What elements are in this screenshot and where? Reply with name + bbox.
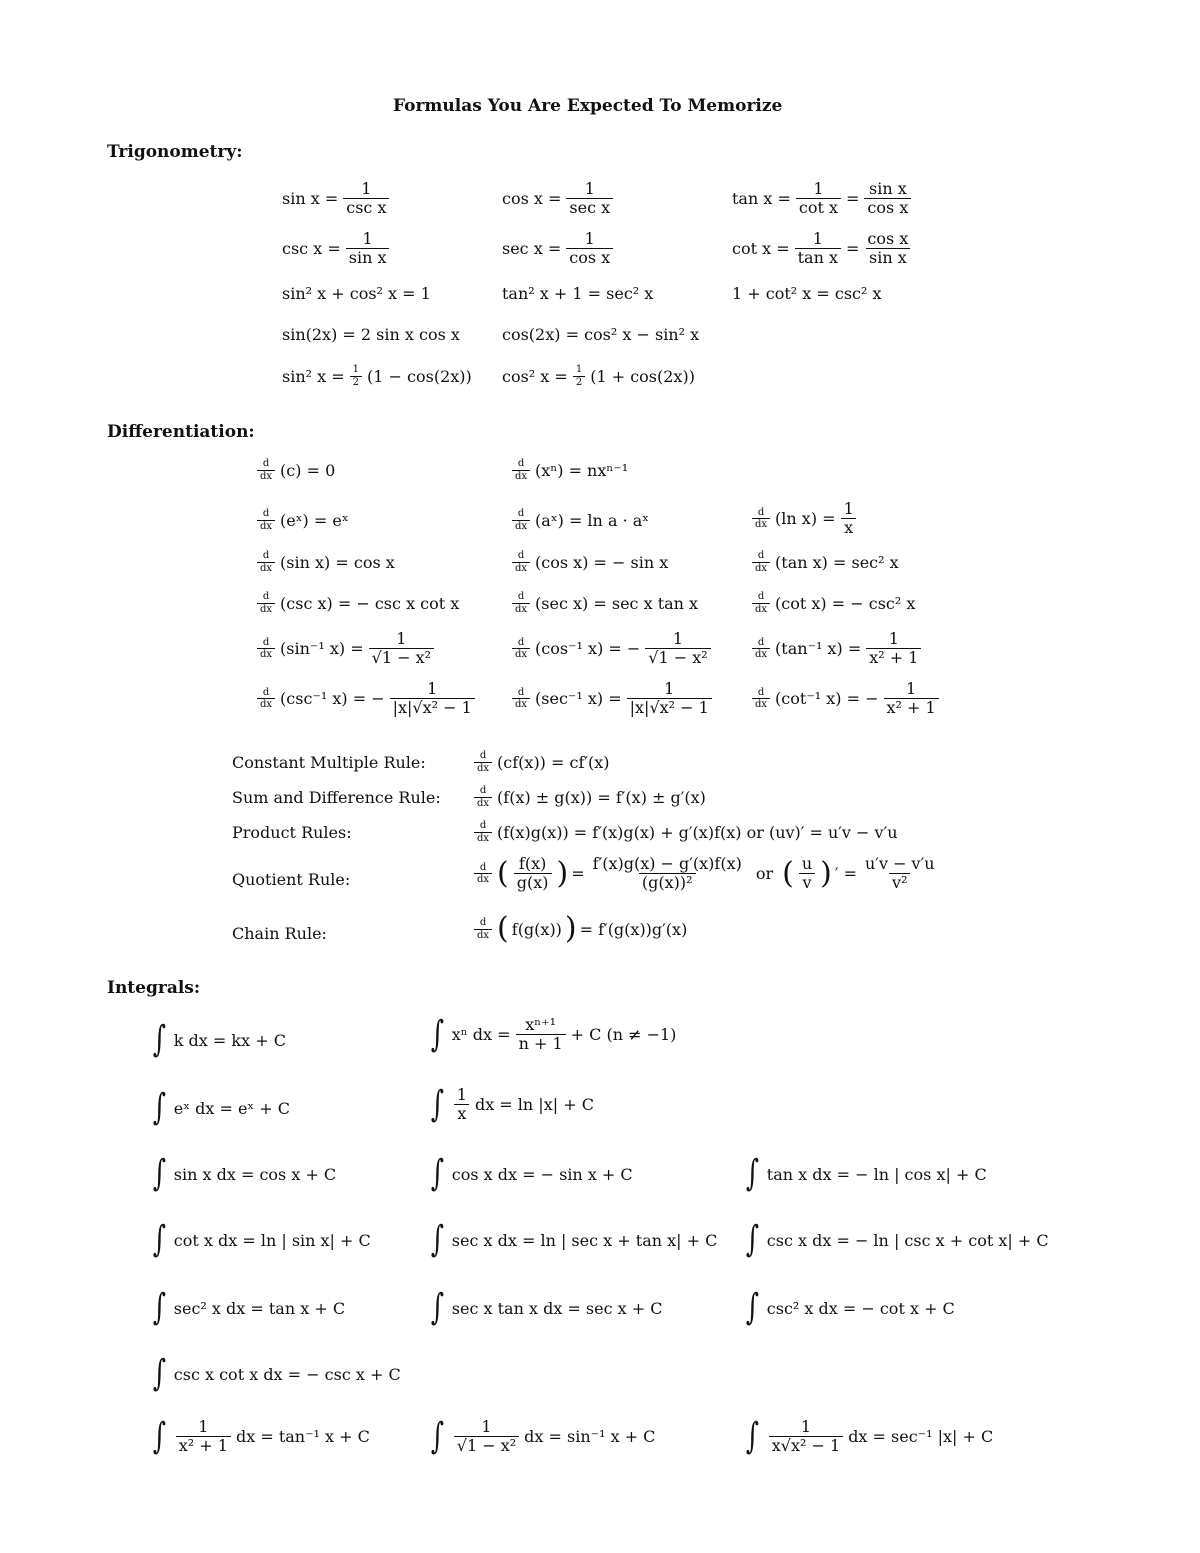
denominator: dx (257, 648, 275, 661)
formula-lhs: csc x = (282, 239, 341, 259)
formula-body: (cf(x)) = cf′(x) (497, 752, 610, 772)
left-paren: ( (497, 855, 509, 891)
formula-cos-reciprocal (502, 180, 615, 218)
deriv-exp (255, 508, 349, 532)
ddx-operator (257, 591, 275, 615)
ddx-operator (752, 507, 770, 531)
denominator: √1 − x² (645, 648, 710, 667)
numerator: d (479, 785, 487, 796)
formula-double-angle-cos: cos(2x) = cos² x − sin² x (502, 325, 700, 344)
formula-body: tan x dx = − ln | cos x| + C (766, 1164, 987, 1184)
integral-csc (743, 1219, 1049, 1260)
fraction (514, 855, 552, 893)
numerator: d (757, 591, 765, 602)
numerator: f(x) (518, 854, 547, 873)
ddx-operator (474, 862, 492, 886)
numerator: cos x (867, 229, 909, 248)
denominator: g(x) (514, 873, 552, 892)
denominator: dx (257, 520, 275, 533)
fraction (769, 1418, 843, 1456)
formula-body: (cos⁻¹ x) = − (535, 639, 641, 659)
numerator: 1 (427, 679, 438, 698)
numerator: d (479, 917, 487, 928)
formula-body: (f(x)g(x)) = f′(x)g(x) + g′(x)f(x) or (uv)′ = u′v − v′u (497, 822, 898, 842)
formula-body: (f(x) ± g(x)) = f′(x) ± g′(x) (497, 787, 706, 807)
denominator: v² (889, 873, 910, 892)
denominator: cos x (566, 248, 613, 267)
formula-body: (sin x) = cos x (280, 552, 395, 572)
numerator: d (757, 636, 765, 648)
fraction (799, 855, 815, 893)
formula-body: eˣ dx = eˣ + C (173, 1098, 291, 1118)
left-paren: ( (497, 911, 509, 946)
equals-sign: = (846, 189, 860, 209)
formula-body: sec x dx = ln | sec x + tan x| + C (451, 1230, 718, 1250)
formula-pythagorean-3: 1 + cot² x = csc² x (732, 284, 882, 303)
numerator: 1 (800, 1417, 812, 1436)
denominator: x (454, 1104, 469, 1123)
formula-body: dx = tan⁻¹ x + C (235, 1427, 370, 1447)
ddx-operator (474, 820, 492, 844)
denominator: dx (474, 929, 492, 942)
denominator: sin x (866, 248, 910, 267)
denominator: dx (512, 470, 530, 483)
integral-csc-cot (150, 1353, 401, 1394)
formula-body: (tan x) = sec² x (775, 552, 899, 572)
numerator: 1 (906, 679, 917, 698)
fraction (864, 230, 911, 268)
integral-sign: ∫ (430, 1287, 444, 1328)
denominator: v (799, 873, 814, 892)
fraction (566, 180, 613, 218)
formula-sin-reciprocal (282, 180, 391, 218)
integral-tan (743, 1153, 987, 1194)
section-heading-trigonometry: Trigonometry: (107, 142, 243, 162)
ddx-operator (512, 550, 530, 574)
fraction (864, 180, 911, 218)
numerator: u′v − v′u (865, 854, 935, 873)
rule-product (472, 820, 898, 844)
deriv-arcsec (510, 680, 714, 718)
integral-sin (150, 1153, 337, 1194)
formula-body: (sec x) = sec x tan x (535, 593, 699, 613)
denominator: x² + 1 (866, 648, 921, 667)
numerator: d (517, 550, 525, 561)
deriv-arcsin (255, 630, 436, 668)
integral-sign: ∫ (152, 1287, 166, 1328)
formula-rhs: (1 + cos(2x)) (590, 366, 695, 386)
denominator: x√x² − 1 (769, 1436, 843, 1455)
formula-body: dx = sin⁻¹ x + C (524, 1427, 656, 1447)
denominator: dx (474, 762, 492, 775)
numerator: d (262, 550, 270, 561)
denominator: √1 − x² (454, 1436, 519, 1455)
formula-body: (sec⁻¹ x) = (535, 689, 622, 709)
deriv-cot (750, 591, 915, 615)
integral-reciprocal (428, 1083, 594, 1125)
left-paren: ( (782, 855, 794, 891)
formula-body: xⁿ dx = (451, 1025, 511, 1045)
formula-csc-reciprocal (282, 230, 391, 268)
fraction (590, 855, 745, 893)
denominator: x² + 1 (884, 698, 939, 717)
formula-lhs: cos x = (502, 189, 562, 209)
rule-constant-multiple (472, 750, 610, 774)
numerator: 1 (396, 629, 407, 648)
formula-body: (c) = 0 (280, 460, 336, 480)
integral-sign: ∫ (152, 1153, 166, 1194)
formula-lhs: sin² x = (282, 366, 345, 386)
denominator: n + 1 (516, 1034, 566, 1053)
numerator: 1 (888, 629, 899, 648)
numerator: d (479, 750, 487, 761)
page-title: Formulas You Are Expected To Memorize (393, 96, 783, 116)
numerator: 1 (843, 499, 854, 518)
deriv-exp-base-a (510, 508, 649, 532)
deriv-ln (750, 500, 859, 538)
formula-cot-identity (732, 230, 913, 268)
denominator: csc x (343, 198, 389, 217)
fraction (796, 180, 841, 218)
denominator: cot x (796, 198, 841, 217)
denominator: dx (512, 562, 530, 575)
integral-exp (150, 1087, 291, 1128)
denominator: x² + 1 (176, 1436, 231, 1455)
formula-body: (cos x) = − sin x (535, 552, 669, 572)
numerator: d (262, 686, 270, 698)
denominator: x (841, 518, 856, 537)
deriv-arccos (510, 630, 713, 668)
denominator: dx (257, 698, 275, 711)
fraction-one-half (350, 364, 362, 388)
numerator: d (517, 591, 525, 602)
deriv-constant (255, 458, 335, 482)
ddx-operator (512, 591, 530, 615)
integral-sign: ∫ (430, 1083, 444, 1125)
numerator: d (479, 861, 487, 873)
denominator: dx (752, 698, 770, 711)
right-paren: ) (556, 855, 569, 891)
numerator: 1 (584, 179, 595, 198)
numerator: d (517, 636, 525, 648)
deriv-arctan (750, 630, 923, 668)
formula-body: (cot⁻¹ x) = − (775, 689, 879, 709)
formula-body: csc x dx = − ln | csc x + cot x| + C (766, 1230, 1049, 1250)
numerator: d (262, 591, 270, 602)
numerator: xⁿ⁺¹ (525, 1015, 556, 1034)
fraction (862, 855, 938, 893)
fraction (343, 180, 389, 218)
numerator: d (262, 636, 270, 648)
numerator: 1 (812, 229, 823, 248)
denominator: dx (257, 470, 275, 483)
numerator: 1 (198, 1417, 209, 1436)
integral-sign: ∫ (152, 1219, 166, 1260)
rule-label-constant-multiple: Constant Multiple Rule: (232, 753, 426, 772)
deriv-sin (255, 550, 395, 574)
numerator: 1 (664, 679, 675, 698)
formula-body: f(g(x)) (511, 919, 562, 939)
integral-sign: ∫ (152, 1415, 166, 1457)
rule-quotient (472, 855, 940, 893)
denominator: sin x (346, 248, 390, 267)
numerator: f′(x)g(x) − g′(x)f(x) (592, 854, 742, 873)
denominator: sec x (566, 198, 613, 217)
numerator: u (801, 854, 813, 873)
ddx-operator (512, 687, 530, 711)
formula-lhs: tan x = (732, 189, 791, 209)
fraction (866, 630, 921, 668)
denominator: dx (752, 518, 770, 531)
denominator: dx (474, 873, 492, 886)
ddx-operator (474, 750, 492, 774)
right-paren: ) (820, 855, 832, 891)
formula-body: (ln x) = (775, 509, 836, 529)
rule-chain (472, 911, 688, 946)
integral-sec (428, 1219, 718, 1260)
formula-body: sec² x dx = tan x + C (173, 1298, 346, 1318)
integral-arcsin (428, 1415, 656, 1457)
formula-body: cot x dx = ln | sin x| + C (173, 1230, 371, 1250)
ddx-operator (257, 508, 275, 532)
denominator: dx (752, 603, 770, 616)
denominator: tan x (795, 248, 841, 267)
ddx-operator (257, 687, 275, 711)
fraction (176, 1418, 231, 1456)
numerator: 1 (813, 179, 824, 198)
formula-body: (tan⁻¹ x) = (775, 639, 862, 659)
formula-lhs: cot x = (732, 239, 790, 259)
integral-cos (428, 1153, 633, 1194)
ddx-operator (474, 917, 492, 941)
fraction (884, 680, 939, 718)
formula-double-angle-sin: sin(2x) = 2 sin x cos x (282, 325, 460, 344)
fraction-one-half (573, 364, 585, 388)
integral-csc-squared (743, 1287, 955, 1328)
integral-sign: ∫ (745, 1415, 759, 1457)
fraction (346, 230, 390, 268)
formula-lhs: cos² x = (502, 366, 568, 386)
numerator: d (262, 508, 270, 519)
rule-label-chain: Chain Rule: (232, 924, 327, 943)
denominator: dx (257, 562, 275, 575)
ddx-operator (512, 637, 530, 661)
numerator: d (262, 458, 270, 469)
numerator: 1 (361, 179, 372, 198)
ddx-operator (257, 637, 275, 661)
fraction (795, 230, 841, 268)
integral-sign: ∫ (745, 1287, 759, 1328)
formula-body: (csc x) = − csc x cot x (280, 593, 460, 613)
section-heading-differentiation: Differentiation: (107, 422, 255, 442)
rule-label-quotient: Quotient Rule: (232, 870, 351, 889)
numerator: 1 (456, 1085, 467, 1104)
denominator: dx (752, 562, 770, 575)
integral-sec-tan (428, 1287, 663, 1328)
denominator: dx (512, 648, 530, 661)
integral-sign: ∫ (745, 1153, 759, 1194)
ddx-operator (257, 458, 275, 482)
rule-sum-difference (472, 785, 706, 809)
denominator: 2 (573, 376, 585, 389)
formula-body: (eˣ) = eˣ (280, 510, 349, 530)
or-text: or (755, 864, 774, 884)
formula-body: csc² x dx = − cot x + C (766, 1298, 955, 1318)
integral-sign: ∫ (430, 1219, 444, 1260)
ddx-operator (474, 785, 492, 809)
equals-sign: = (571, 864, 585, 884)
ddx-operator (257, 550, 275, 574)
fraction (454, 1086, 470, 1124)
equals-sign: = (846, 239, 860, 259)
numerator: d (757, 550, 765, 561)
denominator: |x|√x² − 1 (627, 698, 712, 717)
prime-equals: ′ = (834, 864, 857, 884)
ddx-operator (512, 508, 530, 532)
denominator: dx (512, 698, 530, 711)
ddx-operator (752, 550, 770, 574)
integral-sign: ∫ (430, 1013, 444, 1055)
denominator: dx (474, 797, 492, 810)
numerator: d (757, 506, 765, 518)
formula-rhs: = f′(g(x))g′(x) (579, 919, 688, 939)
formula-half-angle-sin (282, 364, 472, 388)
formula-body: sin x dx = cos x + C (173, 1164, 337, 1184)
denominator: cos x (864, 198, 911, 217)
deriv-sec (510, 591, 698, 615)
formula-tan-identity (732, 180, 913, 218)
numerator: 1 (672, 629, 684, 648)
integral-arcsec (743, 1415, 994, 1457)
fraction (627, 680, 712, 718)
formula-body: dx = sec⁻¹ |x| + C (848, 1427, 994, 1447)
formula-body: sec x tan x dx = sec x + C (451, 1298, 663, 1318)
ddx-operator (752, 637, 770, 661)
fraction (841, 500, 857, 538)
formula-body: (cot x) = − csc² x (775, 593, 916, 613)
numerator: sin x (869, 179, 907, 198)
formula-body: k dx = kx + C (173, 1030, 286, 1050)
deriv-power (510, 458, 628, 482)
numerator: 1 (584, 229, 595, 248)
denominator: (g(x))² (639, 873, 696, 892)
formula-body: (sin⁻¹ x) = (280, 639, 364, 659)
formula-body: (aˣ) = ln a · aˣ (535, 510, 650, 530)
numerator: 1 (362, 229, 373, 248)
denominator: dx (474, 832, 492, 845)
integral-constant (150, 1019, 286, 1060)
formula-body: cos x dx = − sin x + C (451, 1164, 633, 1184)
denominator: 2 (350, 376, 362, 389)
integral-sign: ∫ (430, 1415, 444, 1457)
ddx-operator (752, 687, 770, 711)
numerator: d (517, 686, 525, 698)
section-heading-integrals: Integrals: (107, 978, 201, 998)
deriv-tan (750, 550, 899, 574)
fraction (369, 630, 434, 668)
denominator: √1 − x² (369, 648, 434, 667)
numerator: d (757, 686, 765, 698)
formula-half-angle-cos (502, 364, 695, 388)
formula-rhs: + C (n ≠ −1) (570, 1025, 677, 1045)
fraction (516, 1016, 566, 1054)
rule-label-product: Product Rules: (232, 823, 352, 842)
fraction (566, 230, 613, 268)
numerator: d (517, 508, 525, 519)
formula-lhs: sin x = (282, 189, 339, 209)
numerator: 1 (352, 364, 360, 375)
integral-cot (150, 1219, 371, 1260)
denominator: dx (512, 603, 530, 616)
integral-sign: ∫ (430, 1153, 444, 1194)
integral-power (428, 1013, 677, 1055)
fraction (645, 630, 710, 668)
integral-arctan (150, 1415, 370, 1457)
denominator: dx (512, 520, 530, 533)
numerator: 1 (481, 1417, 492, 1436)
numerator: 1 (575, 364, 583, 375)
numerator: d (479, 820, 487, 831)
formula-body: csc x cot x dx = − csc x + C (173, 1364, 401, 1384)
formula-pythagorean-2: tan² x + 1 = sec² x (502, 284, 654, 303)
deriv-arccot (750, 680, 941, 718)
right-paren: ) (564, 911, 577, 946)
deriv-arccsc (255, 680, 477, 718)
integral-sign: ∫ (745, 1219, 759, 1260)
deriv-cos (510, 550, 668, 574)
integral-sign: ∫ (152, 1087, 166, 1128)
ddx-operator (512, 458, 530, 482)
denominator: dx (752, 648, 770, 661)
denominator: dx (257, 603, 275, 616)
integral-sec-squared (150, 1287, 346, 1328)
numerator: d (517, 458, 525, 469)
deriv-csc (255, 591, 459, 615)
formula-lhs: sec x = (502, 239, 562, 259)
integral-sign: ∫ (152, 1353, 166, 1394)
denominator: |x|√x² − 1 (390, 698, 475, 717)
integral-sign: ∫ (152, 1019, 166, 1060)
fraction (454, 1418, 519, 1456)
formula-body: (csc⁻¹ x) = − (280, 689, 385, 709)
formula-pythagorean-1: sin² x + cos² x = 1 (282, 284, 431, 303)
ddx-operator (752, 591, 770, 615)
formula-body: dx = ln |x| + C (474, 1095, 594, 1115)
formula-rhs: (1 − cos(2x)) (367, 366, 472, 386)
rule-label-sum-difference: Sum and Difference Rule: (232, 788, 441, 807)
formula-sec-reciprocal (502, 230, 615, 268)
formula-body: (xⁿ) = nxⁿ⁻¹ (535, 460, 629, 480)
fraction (390, 680, 475, 718)
